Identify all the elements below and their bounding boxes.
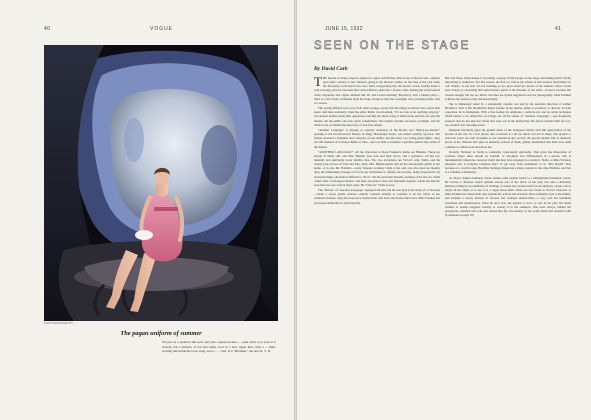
paragraph: Margaret Wycherly plays the grande dame of the bourgeois family with full appreciation of the burden of the role. In a few places, she overstress it a bit too much, but not in many. She projects a character every one will recognize as not unusual in any society: the greedy mother who is intensely proud of her children and quite as intensely jealous of them, grimly determined that their lives shall continue to radiate from and about her.: [445, 127, 571, 149]
article-byline: By David Carb: [314, 66, 348, 72]
paragraph: "Another Language" is playing to capacity audiences at the Booth, and "Merry-Go-Round," opening at the Provincetown Theatre in dingy Macdougal Street, was rushed quickly up-town. The former revealed a dramatist and a director of real ability, and the latter, two young playwrights—they are still students of Professor Baker at Yale—who are able to translate a genuine passion into terms of the theatre.: [314, 127, 440, 149]
caption-text: We put on a pedestal this new and pale, square-necked, ... pink when you look at it closely, but a mixture of red and white wool in a new ripple knit, with a ... fluid-looking that holds the torso snug, and a ... ... belt. It is "Brettesh," the new R. V. D.: [162, 340, 276, 354]
page-number-right: 41: [555, 26, 562, 32]
left-page: [0, 0, 294, 420]
drop-cap: T: [314, 74, 322, 89]
paragraph: Her best finest achievement is in putting a group of dull people on the stage and making them vividly interesting to audiences. For that reason, the first act, before the advent of that tension, fixed thing we call "drama," is the best. It's not insisting on too great detail (no places of the realistic school would have done); by exercising that selectiveness which is the measure of the artist—in short, because she reveals enough, but not too much, becomes an orphan suggestion and not photography, Miss Franken achieves her purpose truly and absorbingly.: [445, 76, 571, 101]
cave-photo-illustration: [44, 45, 278, 321]
paragraph: This spring differed in no way from other springs, except that the things produced were worse than usual. And then, suddenly, when the entire Rialto was moaning, "It's too late to do anything anyway," two serious dramas made their appearance and like the sharp clang of alarm-locks startled, not only the theatre, but the public also into quick wakefulness. The dramas became successes overnight, and the whole town acclaimed the discovery of four fine talents.: [314, 106, 440, 127]
page-number-left: 40: [44, 26, 51, 32]
fashion-photograph: [44, 45, 278, 321]
paragraph-text: HE theatre, in many respects, neglects to agree with Nature. But in one, it flowers late—indeed, goes quite contrary to her: Nature's spring is the theatre's winter. At the time of the year when the flowering world bursts into new, fresh, invigorating life, the theatre crawls wearily under a cold covering, shivers, becomes inert and profitless, sinks into a frozen coma. During the vernal period when vagrancies and vigour animate life, Dr. and Leaves-forming, Broadway with a listless palsy—turns to a few frosty conditions upon the stage, shrugs as they the overnight, and, yawning loudly, calls it a season.: [314, 76, 440, 105]
article-headline: SEEN ON THE STAGE: [314, 40, 471, 52]
paragraph: As Victor, Stella's husband, Glenn Anders adds another laurel to a distinguished histrionic career. He creates a character which remains always part of the fabric of the play, but, like a delicately brilliant etching in an exhibition of etchings, it stands out, isolates itself on the memory, causes one to forget all the others or to see it as a vague about them. There are two facets to Victor's character as Miss Franken has drawn him; they explain his actions and reactions. He is intensely loyal to his family, and beneath a hearty manner of bravura lies softened mediocrities—a very real but indefinite sweetness and sensitiveness. What he once was, his nephew is now; so one in the play but Stella realizes it. Anders suggests adroitly to convey it to the audience. One feels always, behind the prosperous, satisfied man who has settled into life, the shadow of the youth Stella had dreamed with (Continued on page 70): [445, 175, 571, 217]
paragraph: The "theatre" of "Another Language" springs from that, but the real play is the study of a vivacious—under a sweet, gentle exterior—elderly woman's attempt to continue to be the centre of her children's interest, long after they have formed their own lives and found other loves. Miss Franken has succeeded admirably in depicting that.: [314, 188, 440, 205]
photo-credit-right: ... ...: [238, 322, 245, 325]
paragraph: [314, 76, 440, 105]
paragraph: "ANOTHER LANGUAGE": All the characters in Rose Franken's drama are Hallams. There are eleven of them—Mr. and Mrs. Hallam, four sons and their wives, and a grandson—all but two mentally and spiritually lower middle class. The two exceptions are Victor's wife, Stella, and the twenty-year-old son of Paul and Etta, Jerry. Mrs. Hallam insists that all her descendants gather at her home—it is also Mr. Hallam's—every Tuesday evening. Stella is the only one who does not meekly obey the dominating dowager, not from any inclination to offend, but because, being interested in art and such things, she finds it difficult to "fit in." On the particular Tuesday evening of the last act, Stella comes after a prolonged absence, and there encounters Jerry, her husband's nephew, whom she had not seen since he was a lad in short pants. He "falls for" Stella at once.: [314, 149, 440, 187]
issue-date: JUNE 15, 1932: [325, 26, 363, 32]
photo-credit-left: PHOTOGRAPHED BY ...: [44, 322, 77, 325]
article-column-2: [445, 76, 571, 218]
article-column-1: [314, 76, 440, 206]
caption-title: The pagan uniform of summer: [120, 330, 202, 337]
paragraph: She is immensely aided by a remarkably capable cast and by the sensitive direction of Arthur Beckhard. This is Mr. Beckhard's initial venture in the theatre, either as producer or director. In both capacities, he is triumphant. With a fine feeling for emphasis, a delicate ear, and an adroit technique which seems to be instinctive, he brings out all the values of "Another Language"—one frequently suspects that he has injected values that were not in the manuscript. He shows marked skill (or is it, too, instinct?) in choosing actors.: [445, 101, 571, 127]
magazine-name: VOGUE: [150, 26, 174, 32]
paragraph: Dorothy Stickney as Stella is somewhat consciously spiritualle. That gives the impression of coolness where there should be warmth, of aloofness and differentness in a person who is fundamentally impulsive, however much she may have managed to restrain it. Stella, as Miss Stickney interprets her, is studying sculpture more "to get away from something" or to "find herself" than because of a creative urge. But Miss Stickney makes her a sharp contrast to the other Hallams, and that is a valuable contribution.: [445, 149, 571, 175]
